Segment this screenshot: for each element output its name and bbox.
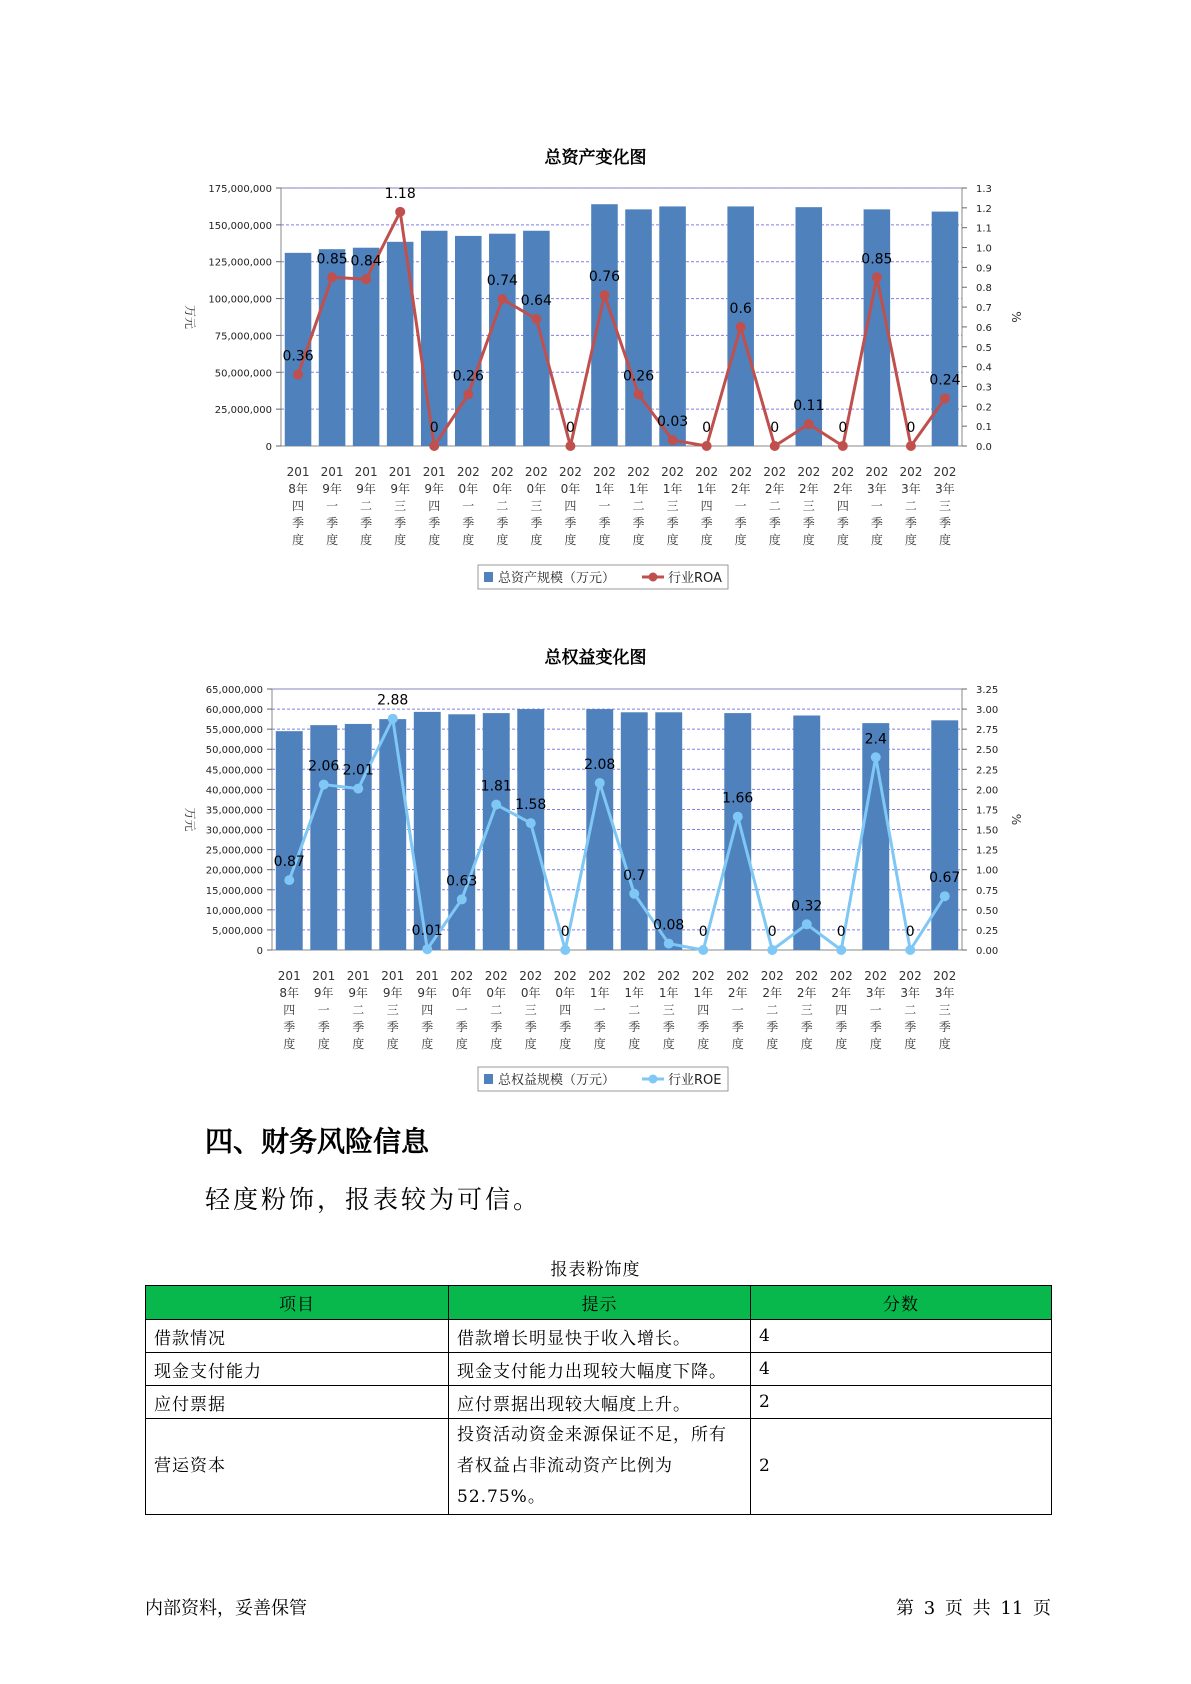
line-point [284,875,294,885]
x-tick-label: 201 8年四季度 [286,465,310,547]
y2-tick-label: 1.75 [976,805,999,817]
x-tick-label: 201 9年二季度 [354,465,378,547]
row-item: 应付票据 [146,1386,449,1419]
legend-bar-swatch [484,1074,493,1084]
data-label: 0.24 [929,372,961,389]
data-label: 0.08 [653,917,685,934]
x-tick-label: 202 0年三季度 [524,465,548,547]
data-label: 1.81 [480,778,512,795]
x-tick-label: 202 2年二季度 [763,465,787,547]
data-label: 0.64 [520,292,552,309]
y-tick-label: 55,000,000 [205,725,263,737]
data-label: 0.85 [861,251,893,268]
y2-tick-label: 0.2 [976,402,992,414]
data-label: 0 [429,420,439,436]
y-tick-label: 150,000,000 [208,220,272,232]
risk-table [145,1285,1052,1515]
y2-tick-label: 0.50 [976,905,999,917]
data-label: 0 [838,420,848,436]
risk-summary: 轻度粉饰，报表较为可信。 [205,1185,542,1214]
row-hint: 借款增长明显快于收入增长。 [449,1320,751,1353]
data-label: 0 [905,924,915,940]
y-tick-label: 50,000,000 [214,368,272,380]
line-point [531,314,541,324]
data-label: 0.01 [411,923,443,940]
line-point [872,272,882,282]
x-tick-label: 202 3年三季度 [933,465,957,547]
y2-tick-label: 0.6 [976,322,992,334]
x-tick-label: 201 9年一季度 [320,465,344,547]
line-point [353,784,363,794]
data-label: 0.26 [622,368,655,385]
data-label: 0.87 [273,854,305,871]
x-tick-label: 201 9年三季度 [381,969,405,1051]
line-point [388,714,398,724]
x-tick-label: 201 9年四季度 [422,465,446,547]
line-point [804,419,814,429]
y2-tick-label: 3.25 [976,685,999,696]
line-point [560,945,570,955]
y2-tick-label: 0.25 [976,925,999,937]
line-point [702,441,712,451]
y2-tick-label: 0.4 [976,362,992,374]
y2-tick-label: 2.75 [976,725,999,737]
line-point [565,441,575,451]
section-heading: 四、财务风险信息 [205,1125,430,1158]
y-tick-label: 65,000,000 [205,685,263,696]
data-label: 0.85 [316,251,348,268]
legend-label: 总资产规模（万元） [498,571,616,586]
assets-chart [0,170,1191,630]
x-tick-label: 202 1年四季度 [691,969,715,1051]
data-label: 0 [560,924,570,940]
equity-chart-title: 总权益变化图 [544,648,647,668]
y-tick-label: 5,000,000 [212,925,263,937]
line-point [293,370,303,380]
x-tick-label: 201 8年四季度 [277,969,301,1051]
header-item: 项目 [146,1286,449,1320]
plot-area [281,185,962,446]
y2-tick-label: 0.8 [976,283,992,295]
y2-tick-label: 1.2 [976,203,992,215]
data-label: 0 [767,924,777,940]
bar [722,713,754,950]
y2-tick-label: 1.00 [976,865,999,877]
line-point [599,290,609,300]
y2-tick-label: 0.75 [976,885,999,897]
y-tick-label: 50,000,000 [205,745,263,757]
bar [653,712,685,950]
line-point [906,441,916,451]
data-label: 0.67 [929,870,961,887]
footer-confidential: 内部资料，妥善保管 [145,1598,307,1619]
table-header-row [146,1286,1052,1320]
data-label: 0.76 [588,269,621,286]
line-point [940,891,950,901]
table-row [146,1353,1052,1386]
data-label: 0.74 [486,273,518,290]
line-point [940,393,950,403]
bar [520,231,552,446]
line-point [595,778,605,788]
y2-tick-label: 1.3 [976,184,992,195]
y-tick-label: 20,000,000 [205,865,263,877]
data-label: 0 [906,420,916,436]
row-hint: 应付票据出现较大幅度上升。 [449,1386,751,1419]
x-tick-label: 202 1年三季度 [661,465,685,547]
data-label: 0.36 [282,348,314,365]
data-label: 2.06 [308,758,340,775]
data-label: 1.58 [515,797,547,814]
line-point [733,812,743,822]
y2-tick-label: 2.25 [976,765,999,777]
x-tick-label: 202 3年二季度 [898,969,922,1051]
y-tick-label: 175,000,000 [208,184,272,195]
table-row [146,1386,1052,1419]
line-point [802,919,812,929]
line-point [905,945,915,955]
legend-bar-swatch [484,572,493,582]
data-label: 2.88 [377,692,409,709]
line-point [836,945,846,955]
line-point [629,889,639,899]
bar [411,712,443,950]
row-item: 现金支付能力 [146,1353,449,1386]
y2-tick-label: 0.9 [976,263,992,275]
data-label: 0.11 [793,398,825,415]
line-point [491,800,501,810]
footer-page-number: 第 3 页 共 11 页 [896,1598,1051,1619]
line-point [395,207,405,217]
bar [929,720,961,950]
x-tick-label: 201 9年二季度 [346,969,370,1051]
x-tick-label: 202 0年二季度 [484,969,508,1051]
data-label: 1.66 [722,790,754,807]
x-tick-label: 202 3年一季度 [865,465,889,547]
bar [421,231,448,446]
y2-tick-label: 0.0 [976,442,992,453]
bar [486,234,518,446]
bar [656,206,689,446]
y2-tick-label: 3.00 [976,705,999,717]
x-tick-label: 202 2年一季度 [726,969,750,1051]
x-tick-label: 202 0年二季度 [490,465,514,547]
y2-tick-label: 1.50 [976,825,999,837]
table-caption: 报表粉饰度 [550,1260,641,1280]
x-tick-label: 202 1年二季度 [622,969,646,1051]
data-label: 0 [698,924,708,940]
plot-area [272,689,962,950]
y2-axis-title: % [1009,311,1023,323]
y-tick-label: 35,000,000 [205,805,263,817]
line-point [526,818,536,828]
y2-tick-label: 0.00 [976,946,999,957]
y-tick-label: 100,000,000 [208,294,272,306]
y-tick-label: 75,000,000 [214,331,272,343]
data-label: 0.32 [791,898,823,915]
data-label: 0 [836,924,846,940]
x-tick-label: 202 3年三季度 [933,969,957,1051]
data-label: 0 [770,420,780,436]
y-tick-label: 25,000,000 [205,845,263,857]
y2-tick-label: 1.0 [976,243,992,255]
line-point [838,441,848,451]
y-tick-label: 40,000,000 [205,785,263,797]
y-tick-label: 25,000,000 [214,405,272,417]
bar [379,719,406,950]
line-point [463,389,473,399]
x-tick-label: 202 2年三季度 [797,465,821,547]
y2-tick-label: 1.1 [976,223,992,235]
x-tick-label: 202 0年一季度 [456,465,480,547]
y2-axis-title: % [1009,813,1023,826]
x-tick-label: 201 9年一季度 [312,969,336,1051]
line-point [429,441,439,451]
table-row [146,1320,1052,1353]
line-point [871,752,881,762]
line-point [767,945,777,955]
line-point [770,441,780,451]
x-tick-label: 202 2年一季度 [729,465,753,547]
x-tick-label: 202 1年三季度 [657,969,681,1051]
line-point [361,274,371,284]
y-tick-label: 45,000,000 [205,765,263,777]
y-tick-label: 30,000,000 [205,825,263,837]
data-label: 0.63 [446,873,478,890]
row-score: 2 [751,1419,1052,1515]
data-label: 0 [702,420,712,436]
y-axis-title: 万元 [183,807,197,832]
x-tick-label: 201 9年四季度 [415,969,439,1051]
data-label: 0.7 [623,867,646,884]
y2-tick-label: 2.50 [976,745,999,757]
x-tick-label: 202 0年四季度 [553,969,577,1051]
line-point [319,780,329,790]
x-tick-label: 202 3年二季度 [899,465,923,547]
x-tick-label: 202 2年四季度 [829,969,853,1051]
line-point [497,294,507,304]
y-tick-label: 15,000,000 [205,885,263,897]
table-row [146,1419,1052,1515]
line-point [634,389,644,399]
line-point [736,322,746,332]
legend-label: 总权益规模（万元） [498,1073,616,1088]
bar [273,731,305,950]
data-label: 0.6 [729,300,752,317]
data-label: 2.08 [584,756,616,773]
data-label: 2.01 [342,762,374,779]
x-tick-label: 202 0年一季度 [450,969,474,1051]
legend-point-swatch [649,573,658,582]
row-hint: 现金支付能力出现较大幅度下降。 [449,1353,751,1386]
data-label: 0.84 [350,253,382,270]
equity-chart [0,672,1191,1112]
row-item: 借款情况 [146,1320,449,1353]
row-item: 营运资本 [146,1419,449,1515]
header-score: 分数 [751,1286,1052,1320]
line-point [327,272,337,282]
x-tick-label: 202 1年一季度 [588,969,612,1051]
y2-tick-label: 0.3 [976,382,992,394]
y2-tick-label: 2.00 [976,785,999,797]
y-tick-label: 0 [265,442,272,453]
y2-tick-label: 0.5 [976,342,992,354]
x-tick-label: 202 2年三季度 [795,969,819,1051]
x-tick-label: 202 1年二季度 [627,465,650,547]
bar [342,724,374,950]
y-tick-label: 125,000,000 [208,257,272,269]
x-tick-label: 202 0年四季度 [558,465,582,547]
legend-label: 行业ROA [668,571,722,586]
y-axis-title: 万元 [183,304,197,330]
assets-chart-title: 总资产变化图 [544,148,647,168]
bar [515,709,547,950]
bar [621,712,648,950]
bar [791,716,823,950]
row-hint: 投资活动资金来源保证不足，所有者权益占非流动资产比例为52.75%。 [449,1419,751,1515]
data-label: 0 [565,420,575,436]
line-point [457,894,467,904]
row-score: 4 [751,1320,1052,1353]
data-label: 0.03 [656,414,689,431]
y-tick-label: 10,000,000 [205,905,263,917]
bar [452,236,484,446]
header-hint: 提示 [449,1286,751,1320]
data-label: 0.26 [452,368,484,385]
data-label: 2.4 [864,731,887,748]
bar [622,209,655,446]
y2-tick-label: 0.7 [976,303,992,315]
line-point [422,944,432,954]
line-point [698,945,708,955]
row-score: 2 [751,1386,1052,1419]
y-tick-label: 0 [256,946,263,957]
x-tick-label: 202 2年二季度 [760,969,784,1051]
x-tick-label: 202 1年四季度 [695,465,719,547]
y-tick-label: 60,000,000 [205,705,263,717]
y2-tick-label: 1.25 [976,845,999,857]
x-tick-label: 202 2年四季度 [831,465,855,547]
line-point [668,435,678,445]
data-label: 1.18 [384,185,416,202]
row-score: 4 [751,1353,1052,1386]
y2-tick-label: 0.1 [976,422,992,434]
legend-label: 行业ROE [668,1073,722,1088]
legend-point-swatch [649,1075,658,1084]
x-tick-label: 202 0年三季度 [519,969,543,1051]
x-tick-label: 201 9年三季度 [388,465,412,547]
x-tick-label: 202 3年一季度 [864,969,888,1051]
x-tick-label: 202 1年一季度 [593,465,616,547]
line-point [664,939,674,949]
